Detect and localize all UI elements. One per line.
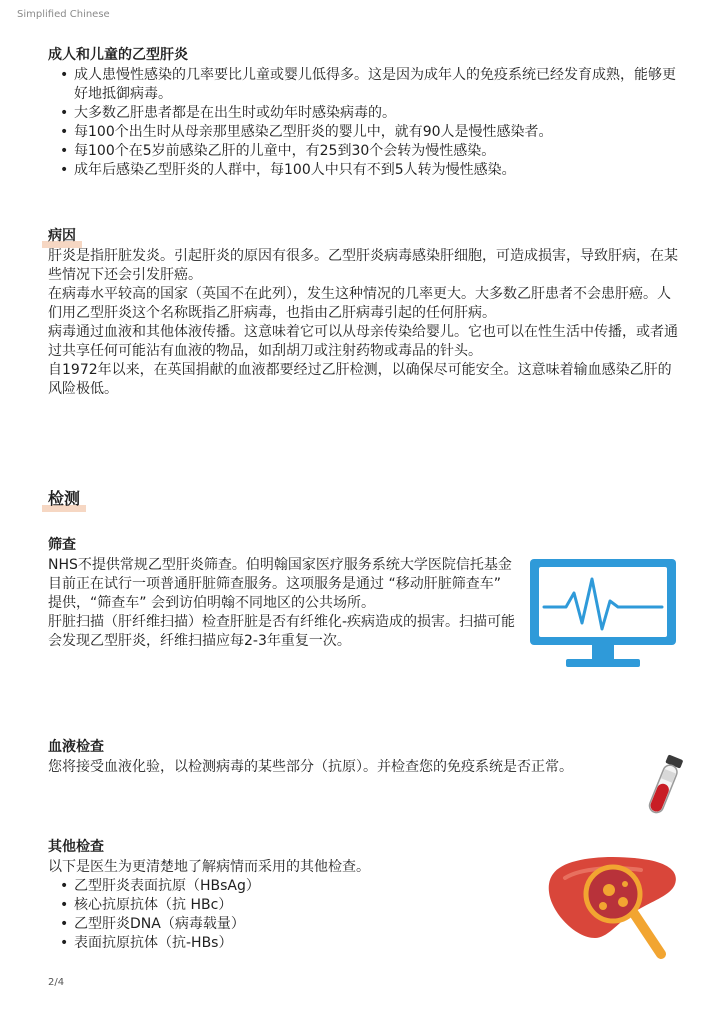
subsection-title: 血液检查 [48, 739, 104, 755]
list-item: • 成年后感染乙型肝炎的人群中，每100人中只有不到5人转为慢性感染。 [74, 161, 688, 180]
list-item: • 核心抗原抗体（抗 HBc） [74, 896, 518, 915]
other-tests-block [48, 836, 518, 953]
section-title: 病因 [48, 225, 678, 247]
paragraph: 肝炎是指肝脏发炎。引起肝炎的原因有很多。乙型肝炎病毒感染肝细胞，可造成损害，导致肝病，在某些情况下还会引发肝癌。 [48, 248, 678, 283]
list-item: • 每100个在5岁前感染乙肝的儿童中，有25到30个会转为慢性感染。 [74, 142, 688, 161]
paragraph: 您将接受血液化验，以检测病毒的某些部分（抗原）。并检查您的免疫系统是否正常。 [48, 759, 573, 775]
list-item: • 大多数乙肝患者都是在出生时或幼年时感染病毒的。 [74, 104, 688, 123]
language-label: Simplified Chinese [17, 9, 110, 20]
paragraph: 病毒通过血液和其他体液传播。这意味着它可以从母亲传染给婴儿。它也可以在性生活中传播，或者通过共享任何可能沾有血液的物品，如刮胡刀或注射药物或毒品的针头。 [48, 324, 678, 359]
section-adults-children [48, 44, 688, 180]
paragraph: 自1972年以来，在英国捐献的血液都要经过乙肝检测，以确保尽可能安全。这意味着输血感染乙肝的风险极低。 [48, 362, 672, 397]
paragraph: 在病毒水平较高的国家（英国不在此列），发生这种情况的几率更大。大多数乙肝患者不会患肝癌。人们用乙型肝炎这个名称既指乙肝病毒，也指由乙肝病毒引起的任何肝病。 [48, 286, 671, 321]
paragraph: NHS不提供常规乙型肝炎筛查。伯明翰国家医疗服务系统大学医院信托基金目前正在试行一项普通肝脏筛查服务。这项服务是通过 “移动肝脏筛查车” 提供，“筛查车” 会到访伯明翰不同地区的公共场所。 [48, 557, 512, 611]
screening-block [48, 534, 518, 651]
list-item: • 成人患慢性感染的几率要比儿童或婴儿低得多。这是因为成年人的免疫系统已经发育成熟，能够更好地抵御病毒。 [74, 66, 688, 104]
section-title: 成人和儿童的乙型肝炎 [48, 47, 188, 63]
paragraph: 肝脏扫描（肝纤维扫描）检查肝脏是否有纤维化-疾病造成的损害。扫描可能会发现乙型肝炎，纤维扫描应每2-3年重复一次。 [48, 614, 516, 649]
subsection-title: 其他检查 [48, 839, 104, 855]
section-testing [48, 487, 80, 511]
section-cause [48, 225, 678, 399]
blood-test-block [48, 736, 628, 777]
page-number: 2/4 [48, 977, 65, 988]
list-item: • 表面抗原抗体（抗-HBs） [74, 934, 518, 953]
section-title: 检测 [48, 487, 80, 511]
list-item: • 每100个出生时从母亲那里感染乙型肝炎的婴儿中，就有90人是慢性感染者。 [74, 123, 688, 142]
heart-monitor-icon [528, 557, 678, 675]
bullet-list [48, 877, 518, 953]
paragraph: 以下是医生为更清楚地了解病情而采用的其他检查。 [48, 859, 370, 875]
subsection-title: 筛查 [48, 537, 76, 553]
list-item: • 乙型肝炎DNA（病毒载量） [74, 915, 518, 934]
list-item: • 乙型肝炎表面抗原（HBsAg） [74, 877, 518, 896]
bullet-list [48, 66, 688, 180]
liver-magnifier-icon [545, 852, 685, 964]
blood-test-tube-icon [642, 752, 686, 822]
